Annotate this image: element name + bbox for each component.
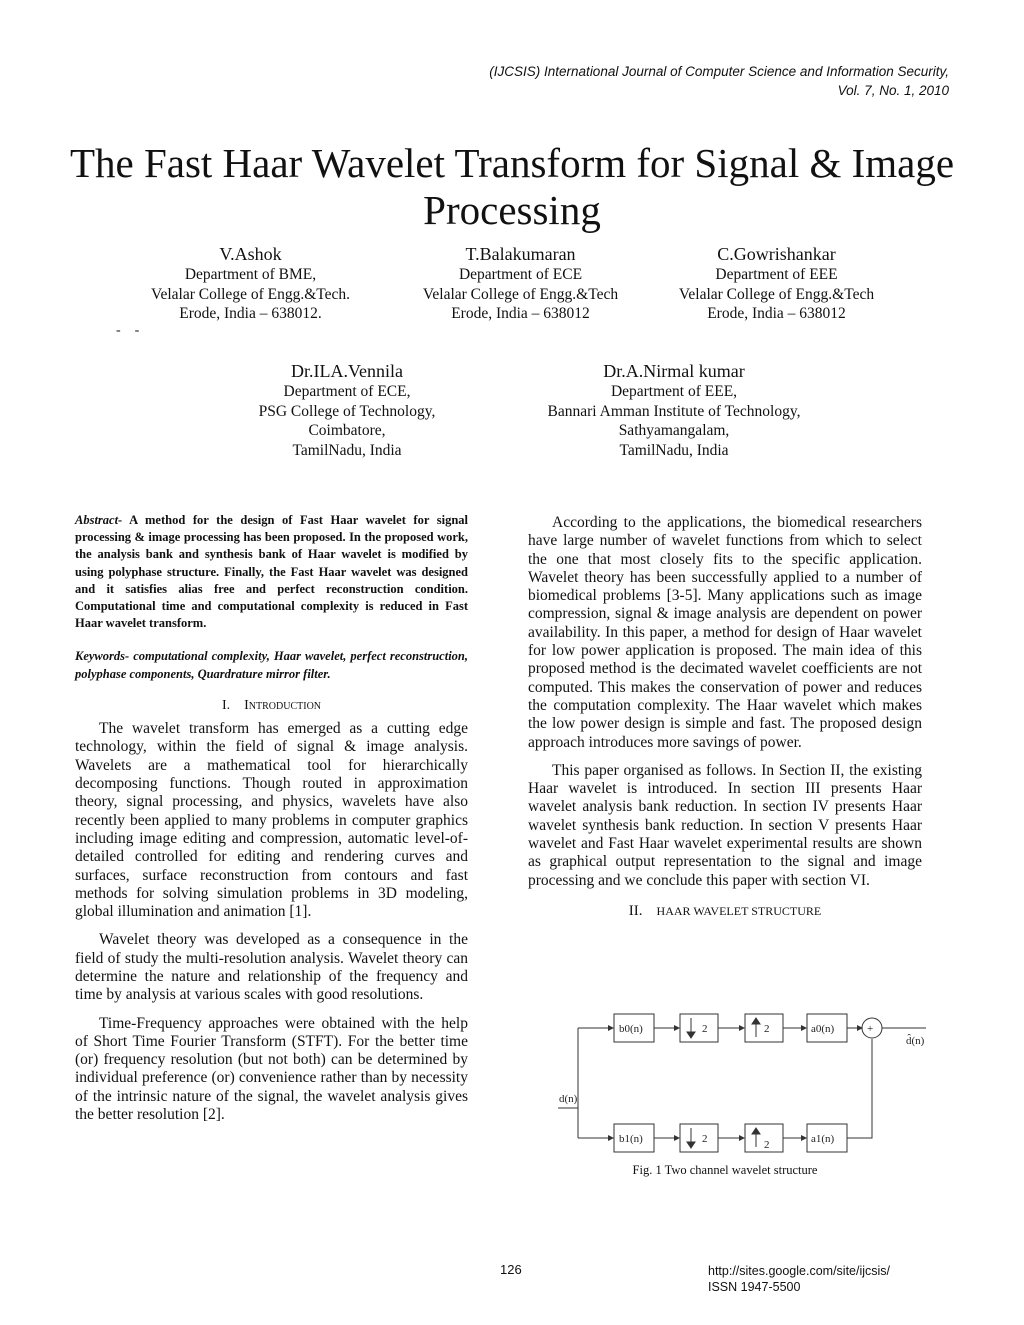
analysis-bottom-label: b1(n) (619, 1133, 643, 1145)
synth-bottom-label: a1(n) (811, 1133, 835, 1145)
author-block (654, 243, 899, 324)
section-number: II. (628, 902, 643, 919)
up-top-label: 2 (764, 1023, 770, 1035)
paragraph: According to the applications, the biomedical researchers have large number of wavelet functions from which to select the one that most closely fits to the specific application. Wavelet theory has been successfully applied to a number of biomedical problems [3-5]. Many applications such as image compression, signal & image analysis are dependent on power availability. In this paper, a method for design of Haar wavelet for low power application is proposed. The main idea of this proposed method is the decimated wavelet coefficients are not computed. This makes the conservation of power and reduces the computation complexity. The Haar wavelet which makes the low power design is simple and fast. The proposed design approach introduces more savings of power. (528, 514, 922, 751)
down-top-label: 2 (702, 1023, 708, 1035)
figure-caption: Fig. 1 Two channel wavelet structure (632, 1163, 818, 1177)
stray-marks: - - (116, 323, 140, 338)
author-name: Dr.A.Nirmal kumar (603, 361, 745, 381)
author-city: Coimbatore, (308, 422, 386, 439)
author-name: V.Ashok (219, 244, 282, 264)
paragraph: Time-Frequency approaches were obtained with the help of Short Time Fourier Transform (STFT). For the better time (or) frequency resolution (but not both) can be determined by individual preference (or) convenience rather than by necessity of the intrinsic nature of the signal, the wavelet analysis gives the better resolution [2]. (75, 1014, 468, 1124)
abstract-label: Abstract- (75, 513, 123, 527)
bottom-to-sum (847, 1039, 872, 1138)
author-block (222, 360, 472, 460)
section-title: Introduction (244, 697, 322, 713)
author-inst: Bannari Amman Institute of Technology, (547, 402, 801, 420)
author-place: Erode, India – 638012 (451, 305, 590, 322)
paragraph: This paper organised as follows. In Section II, the existing Haar wavelet is introduced. In section III presents Haar wavelet analysis bank reduction. In section IV presents Haar wavelet synthesis bank reduction. In section V presents Haar wavelet and Fast Haar wavelet experimental results are shown as graphical output representation to the signal and image processing and we conclude this paper with section VI. (528, 761, 922, 889)
page-number: 126 (500, 1262, 522, 1277)
synth-top-label: a0(n) (811, 1023, 835, 1035)
downsampler-bottom (680, 1124, 718, 1152)
author-dept: Department of BME, (184, 266, 317, 283)
analysis-top-label: b0(n) (619, 1023, 643, 1035)
up-bottom-label: 2 (764, 1139, 770, 1151)
author-inst: Velalar College of Engg.&Tech. (150, 285, 351, 303)
section-number: I. (221, 697, 231, 713)
author-place: Erode, India – 638012. (179, 305, 322, 322)
author-dept: Department of EEE, (610, 383, 738, 400)
author-name: T.Balakumaran (465, 244, 576, 264)
author-inst: Velalar College of Engg.&Tech (678, 285, 875, 303)
keywords-text: computational complexity, Haar wavelet, perfect reconstruction, polyphase components, Quardrature mirror filter. (75, 649, 468, 681)
output-label: d̂(n) (906, 1035, 925, 1047)
journal-name: (IJCSIS) International Journal of Computer Science and Information Security, (489, 64, 949, 79)
author-block (524, 360, 824, 460)
left-column (75, 512, 468, 1124)
author-inst: Velalar College of Engg.&Tech (422, 285, 619, 303)
author-inst: PSG College of Technology, (258, 402, 436, 420)
section-heading (528, 902, 922, 921)
author-dept: Department of EEE (715, 266, 838, 283)
author-block (128, 243, 373, 324)
author-dept: Department of ECE (458, 266, 583, 283)
footer-url[interactable]: http://sites.google.com/site/ijcsis/ (708, 1264, 891, 1278)
author-place: TamilNadu, India (292, 441, 402, 459)
right-column (528, 514, 922, 921)
paper-title (0, 140, 1024, 234)
input-label: d(n) (559, 1093, 578, 1105)
abstract-text: A method for the design of Fast Haar wavelet for signal processing & image processing has been proposed. In the proposed work, the analysis bank and synthesis bank of Haar wavelet is modified by using polyphase structure. Finally, the Fast Haar wavelet was designed and it satisfies alias free and perfect reconstruction condition. Computational time and computational complexity is reduced in Fast Haar wavelet transform. (75, 513, 468, 631)
author-block (398, 243, 643, 324)
section-title: HAAR WAVELET STRUCTURE (656, 903, 822, 918)
author-name: C.Gowrishankar (717, 244, 836, 264)
footer-info (708, 1263, 890, 1295)
title-line-1: The Fast Haar Wavelet Transform for Signal & Image (69, 140, 955, 186)
paragraph: Wavelet theory was developed as a consequence in the field of study the multi-resolution analysis. Wavelet theory can determine the nature and relationship of the frequency and time by analysis at various scales with good resolutions. (75, 931, 468, 1004)
wavelet-block-diagram (556, 990, 928, 1158)
keywords-label: Keywords- (75, 649, 130, 664)
sum-label: + (867, 1023, 874, 1035)
abstract (75, 512, 468, 632)
down-bottom-label: 2 (702, 1133, 708, 1145)
running-head (489, 62, 949, 100)
paragraph: The wavelet transform has emerged as a cutting edge technology, within the field of signal & image analysis. Wavelets are a mathematical tool for hierarchically decomposing functions. Though routed in approximation theory, signal processing, and physics, wavelets have also recently been applied to many problems in computer graphics including image editing and compression, automatic level-of-detailed controlled for editing and rendering curves and surfaces, surface reconstruction from contours and fast methods for solving simulation problems in 3D modeling, global illumination and animation [1]. (75, 720, 468, 921)
author-place: Erode, India – 638012 (707, 305, 846, 322)
author-name: Dr.ILA.Vennila (291, 361, 403, 381)
keywords (75, 648, 468, 682)
author-city: Sathyamangalam, (618, 422, 730, 439)
figure (556, 990, 928, 1158)
volume-info: Vol. 7, No. 1, 2010 (837, 83, 949, 98)
footer-issn: ISSN 1947-5500 (708, 1280, 801, 1294)
author-dept: Department of ECE, (283, 383, 411, 400)
title-line-2: Processing (423, 187, 601, 233)
author-place: TamilNadu, India (619, 441, 729, 459)
section-heading (75, 697, 468, 715)
downsampler-top (680, 1014, 718, 1042)
